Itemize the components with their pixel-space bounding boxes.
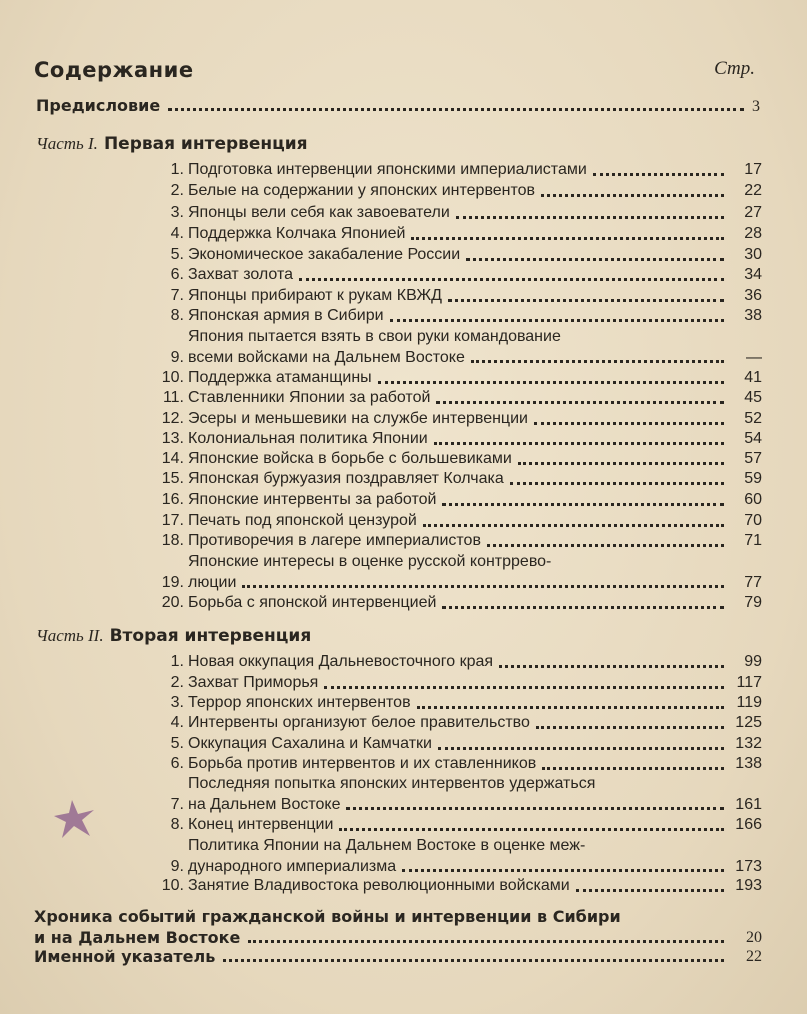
entry-page: 34 bbox=[744, 266, 762, 283]
toc-entry bbox=[150, 593, 762, 614]
toc-entry bbox=[150, 181, 762, 202]
entry-page: 99 bbox=[744, 653, 762, 670]
entry-title: Оккупация Сахалина и Камчатки bbox=[188, 735, 432, 752]
entry-number: 5. bbox=[170, 246, 184, 263]
entry-title: Эсеры и меньшевики на службе интервенции bbox=[188, 410, 528, 427]
leader-dots bbox=[542, 767, 724, 770]
entry-number: 3. bbox=[170, 204, 184, 221]
leader-dots bbox=[541, 194, 724, 197]
chronicle-line-1: Хроника событий гражданской войны и интервенции в Сибири bbox=[34, 907, 621, 926]
toc-entry bbox=[150, 409, 762, 430]
entry-number: 16. bbox=[161, 491, 184, 508]
entry-title: Экономическое закабаление России bbox=[188, 246, 461, 263]
entry-number: 13. bbox=[161, 430, 184, 447]
toc-entry bbox=[150, 774, 762, 815]
entry-number: 1. bbox=[170, 653, 184, 670]
entry-number: 8. bbox=[170, 816, 184, 833]
entry-number: 5. bbox=[170, 735, 184, 752]
toc-entry bbox=[150, 652, 762, 673]
leader-dots bbox=[466, 258, 724, 261]
entry-page: 28 bbox=[744, 225, 762, 242]
entry-title: Занятие Владивостока революционными войсками bbox=[188, 877, 570, 894]
entry-number: 9. bbox=[170, 348, 184, 366]
entry-title: Японцы прибирают к рукам КВЖД bbox=[188, 287, 442, 304]
entry-page: 119 bbox=[736, 694, 762, 711]
leader-dots bbox=[339, 828, 724, 831]
entry-page: 36 bbox=[744, 287, 762, 304]
entry-page: 71 bbox=[744, 532, 762, 549]
entry-number: 7. bbox=[170, 795, 184, 813]
part1-label: Часть I. bbox=[36, 134, 98, 153]
entry-number: 4. bbox=[170, 714, 184, 731]
toc-entry bbox=[150, 490, 762, 511]
entry-title: Интервенты организуют белое правительство bbox=[188, 714, 530, 731]
leader-dots bbox=[390, 319, 724, 322]
entry-number: 2. bbox=[170, 674, 184, 691]
leader-dots bbox=[324, 686, 724, 689]
leader-dots bbox=[242, 585, 724, 588]
toc-entry bbox=[150, 511, 762, 532]
leader-dots bbox=[536, 726, 724, 729]
leader-dots bbox=[499, 665, 724, 668]
leader-dots bbox=[423, 524, 724, 527]
toc-entry bbox=[150, 734, 762, 755]
entry-page: 17 bbox=[744, 161, 762, 178]
entry-title-line-1: Политика Японии на Дальнем Востоке в оценке меж- bbox=[188, 837, 586, 854]
toc-entry bbox=[150, 306, 762, 327]
entry-title-line-2: всеми войсками на Дальнем Востоке bbox=[188, 348, 465, 366]
entry-page: 60 bbox=[744, 491, 762, 508]
entry-page: 59 bbox=[744, 470, 762, 487]
part2-label: Часть II. bbox=[36, 626, 104, 645]
entry-title: Конец интервенции bbox=[188, 816, 334, 833]
entry-number: 12. bbox=[161, 410, 184, 427]
leader-dots bbox=[593, 173, 724, 176]
leader-dots bbox=[402, 869, 724, 872]
toc-entry bbox=[150, 203, 762, 224]
toc-entry bbox=[150, 469, 762, 490]
entry-number: 19. bbox=[161, 573, 184, 591]
toc-entry bbox=[150, 531, 762, 552]
leader-dots bbox=[378, 381, 724, 384]
entry-title: Японцы вели себя как завоеватели bbox=[188, 204, 450, 221]
leader-dots bbox=[518, 462, 724, 465]
leader-dots bbox=[168, 108, 744, 111]
chronicle-entry bbox=[34, 906, 762, 948]
star-stamp-icon bbox=[52, 796, 108, 844]
entry-number: 18. bbox=[161, 532, 184, 549]
entry-page: 70 bbox=[744, 512, 762, 529]
index-label: Именной указатель bbox=[34, 947, 216, 966]
entry-page: 77 bbox=[744, 573, 762, 591]
entry-number: 9. bbox=[170, 857, 184, 875]
entry-page: 138 bbox=[735, 755, 762, 772]
entry-title: Борьба с японской интервенцией bbox=[188, 594, 437, 611]
entry-title: Подготовка интервенции японскими империалистами bbox=[188, 161, 587, 178]
entry-title: Колониальная политика Японии bbox=[188, 430, 428, 447]
toc-entry bbox=[150, 368, 762, 389]
entry-page: 125 bbox=[735, 714, 762, 731]
entry-number: 14. bbox=[161, 450, 184, 467]
entry-page: 22 bbox=[744, 182, 762, 199]
entry-page: 161 bbox=[735, 795, 762, 813]
entry-number: 2. bbox=[170, 182, 184, 199]
leader-dots bbox=[417, 706, 724, 709]
entry-page: — bbox=[746, 348, 762, 366]
toc-entry bbox=[150, 429, 762, 450]
entry-page: 41 bbox=[744, 369, 762, 386]
toc-entry bbox=[150, 713, 762, 734]
entry-number: 1. bbox=[170, 161, 184, 178]
chronicle-page: 20 bbox=[746, 929, 762, 946]
preface-label: Предисловие bbox=[36, 96, 161, 115]
entry-page: 166 bbox=[735, 816, 762, 833]
leader-dots bbox=[248, 940, 724, 943]
leader-dots bbox=[442, 606, 724, 609]
part2-title: Вторая интервенция bbox=[109, 626, 312, 646]
entry-title: Японская армия в Сибири bbox=[188, 307, 384, 324]
leader-dots bbox=[471, 360, 724, 363]
toc-entry bbox=[150, 836, 762, 877]
entry-number: 10. bbox=[161, 877, 184, 894]
entry-title-line-2: люции bbox=[188, 573, 237, 591]
entry-title-line-2: на Дальнем Востоке bbox=[188, 795, 341, 813]
entry-number: 11. bbox=[162, 389, 184, 406]
toc-entry bbox=[150, 449, 762, 470]
entry-number: 6. bbox=[170, 755, 184, 772]
leader-dots bbox=[534, 422, 724, 425]
part1-title: Первая интервенция bbox=[103, 134, 308, 154]
entry-page: 45 bbox=[744, 389, 762, 406]
entry-title: Противоречия в лагере империалистов bbox=[188, 532, 481, 549]
entry-title: Поддержка атаманщины bbox=[188, 369, 372, 386]
entry-page: 117 bbox=[736, 674, 762, 691]
entry-number: 4. bbox=[170, 225, 184, 242]
entry-title-line-1: Последняя попытка японских интервентов удержаться bbox=[188, 775, 596, 792]
entry-page: 173 bbox=[735, 857, 762, 875]
toc-entry bbox=[150, 673, 762, 694]
entry-number: 20. bbox=[161, 594, 184, 611]
entry-title: Захват золота bbox=[188, 266, 294, 283]
toc-entry bbox=[150, 224, 762, 245]
leader-dots bbox=[487, 544, 724, 547]
entry-title: Ставленники Японии за работой bbox=[188, 389, 431, 406]
toc-entry bbox=[150, 388, 762, 409]
toc-entry bbox=[150, 876, 762, 897]
entry-title: Японская буржуазия поздравляет Колчака bbox=[188, 470, 504, 487]
toc-entry bbox=[150, 160, 762, 181]
leader-dots bbox=[223, 959, 724, 962]
leader-dots bbox=[576, 889, 724, 892]
entry-page: 57 bbox=[744, 450, 762, 467]
part1-heading bbox=[36, 134, 308, 154]
entry-number: 10. bbox=[161, 369, 184, 386]
leader-dots bbox=[448, 299, 724, 302]
entry-title-line-2: дународного империализма bbox=[188, 857, 397, 875]
leader-dots bbox=[411, 237, 724, 240]
page-column-label: Стр. bbox=[714, 58, 755, 79]
leader-dots bbox=[442, 503, 724, 506]
toc-entry bbox=[150, 754, 762, 775]
toc-entry bbox=[150, 552, 762, 593]
leader-dots bbox=[436, 401, 724, 404]
entry-page: 193 bbox=[735, 877, 762, 894]
entry-page: 54 bbox=[744, 430, 762, 447]
entry-title: Белые на содержании у японских интервентов bbox=[188, 182, 536, 199]
leader-dots bbox=[456, 216, 724, 219]
entry-number: 7. bbox=[170, 287, 184, 304]
entry-title: Террор японских интервентов bbox=[188, 694, 411, 711]
entry-number: 15. bbox=[161, 470, 184, 487]
entry-page: 79 bbox=[744, 594, 762, 611]
entry-number: 6. bbox=[170, 266, 184, 283]
entry-page: 30 bbox=[744, 246, 762, 263]
entry-number: 17. bbox=[161, 512, 184, 529]
entry-page: 52 bbox=[744, 410, 762, 427]
leader-dots bbox=[510, 482, 724, 485]
toc-entry bbox=[150, 286, 762, 307]
toc-entry bbox=[150, 265, 762, 286]
entry-page: 27 bbox=[744, 204, 762, 221]
leader-dots bbox=[299, 278, 724, 281]
part2-heading bbox=[36, 626, 311, 646]
toc-entry bbox=[150, 693, 762, 714]
toc-entry bbox=[150, 245, 762, 266]
leader-dots bbox=[438, 747, 724, 750]
contents-title: Содержание bbox=[34, 58, 194, 82]
leader-dots bbox=[346, 807, 724, 810]
preface-entry bbox=[36, 96, 760, 122]
preface-page: 3 bbox=[752, 98, 760, 115]
toc-entry bbox=[150, 815, 762, 836]
entry-page: 38 bbox=[744, 307, 762, 324]
entry-title: Японские интервенты за работой bbox=[188, 491, 437, 508]
toc-entry bbox=[150, 327, 762, 368]
entry-title-line-1: Япония пытается взять в свои руки командование bbox=[188, 328, 561, 345]
entry-title: Японские войска в борьбе с большевиками bbox=[188, 450, 512, 467]
entry-page: 132 bbox=[735, 735, 762, 752]
entry-title: Новая оккупация Дальневосточного края bbox=[188, 653, 494, 670]
entry-title: Захват Приморья bbox=[188, 674, 319, 691]
index-page: 22 bbox=[746, 948, 762, 965]
chronicle-line-2: и на Дальнем Востоке bbox=[34, 928, 241, 947]
leader-dots bbox=[434, 442, 724, 445]
index-entry bbox=[34, 946, 762, 967]
entry-number: 8. bbox=[170, 307, 184, 324]
entry-number: 3. bbox=[170, 694, 184, 711]
entry-title-line-1: Японские интересы в оценке русской контррево- bbox=[188, 553, 552, 570]
entry-title: Поддержка Колчака Японией bbox=[188, 225, 406, 242]
entry-title: Борьба против интервентов и их ставленников bbox=[188, 755, 537, 772]
entry-title: Печать под японской цензурой bbox=[188, 512, 417, 529]
